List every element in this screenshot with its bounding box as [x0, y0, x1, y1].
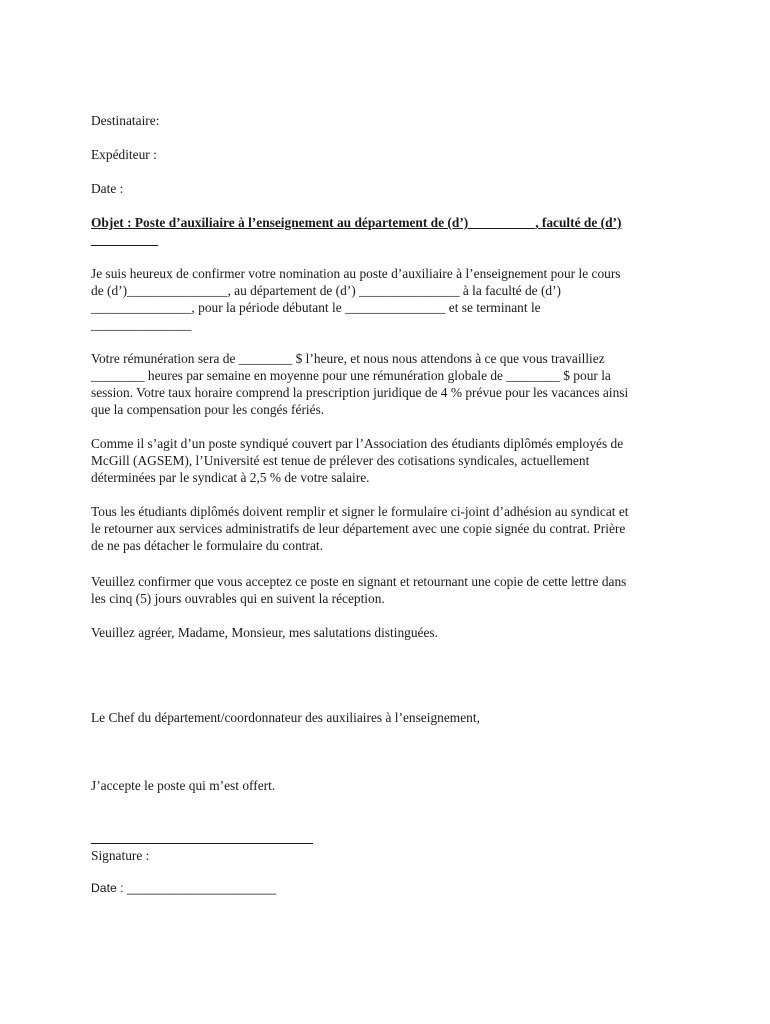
date-label: Date : — [91, 181, 124, 196]
paragraph-form-line: le retourner aux services administratifs de leur département avec une copie signée du contrat. Prière — [91, 521, 626, 536]
paragraph-remuneration-line: Votre rémunération sera de ________ $ l’heure, et nous nous attendons à ce que vous travailliez — [91, 351, 605, 366]
paragraph-nomination-line: _______________, pour la période débutant le _______________ et se terminant le — [91, 300, 541, 315]
paragraph-union-line: McGill (AGSEM), l’Université est tenue de prélever des cotisations syndicales, actuellement — [91, 453, 590, 468]
paragraph-nomination-line: Je suis heureux de confirmer votre nomination au poste d’auxiliaire à l’enseignement pour le cours — [91, 266, 621, 281]
paragraph-union-line: Comme il s’agit d’un poste syndiqué couvert par l’Association des étudiants diplômés employés de — [91, 436, 624, 451]
paragraph-nomination-line: de (d’)_______________, au département de (d’) _______________ à la faculté de (d’) — [91, 283, 562, 298]
accept-statement: J’accepte le poste qui m’est offert. — [91, 778, 276, 793]
subject-line-1: Objet : Poste d’auxiliaire à l’enseignement au département de (d’)__________, faculté de (d’) — [91, 215, 622, 230]
paragraph-confirm-line: les cinq (5) jours ouvrables qui en suivent la réception. — [91, 591, 385, 606]
paragraph-remuneration-line: que la compensation pour les congés fériés. — [91, 402, 325, 417]
paragraph-form-line: de ne pas détacher le formulaire du contrat. — [91, 538, 323, 553]
paragraph-confirm-line: Veuillez confirmer que vous acceptez ce poste en signant et retournant une copie de cette lettre dans — [91, 574, 627, 589]
paragraph-remuneration-line: session. Votre taux horaire comprend la prescription juridique de 4 % prévue pour les vacances ainsi — [91, 385, 629, 400]
paragraph-form-line: Tous les étudiants diplômés doivent remplir et signer le formulaire ci-joint d’adhésion au syndicat et — [91, 504, 629, 519]
signature-date-field: Date : ______________________ — [91, 881, 277, 895]
paragraph-union-line: déterminées par le syndicat à 2,5 % de votre salaire. — [91, 470, 370, 485]
paragraph-nomination-line: _______________ — [91, 317, 192, 332]
subject-line-2: __________ — [91, 232, 158, 247]
signature-label: Signature : — [91, 848, 150, 863]
paragraph-remuneration-line: ________ heures par semaine en moyenne pour une rémunération globale de ________ $ pour la — [91, 368, 611, 383]
signature-line — [91, 843, 313, 844]
recipient-label: Destinataire: — [91, 113, 160, 128]
chef-signoff: Le Chef du département/coordonnateur des auxiliaires à l’enseignement, — [91, 710, 480, 725]
sender-label: Expéditeur : — [91, 147, 157, 162]
paragraph-salutation: Veuillez agréer, Madame, Monsieur, mes salutations distinguées. — [91, 625, 438, 640]
